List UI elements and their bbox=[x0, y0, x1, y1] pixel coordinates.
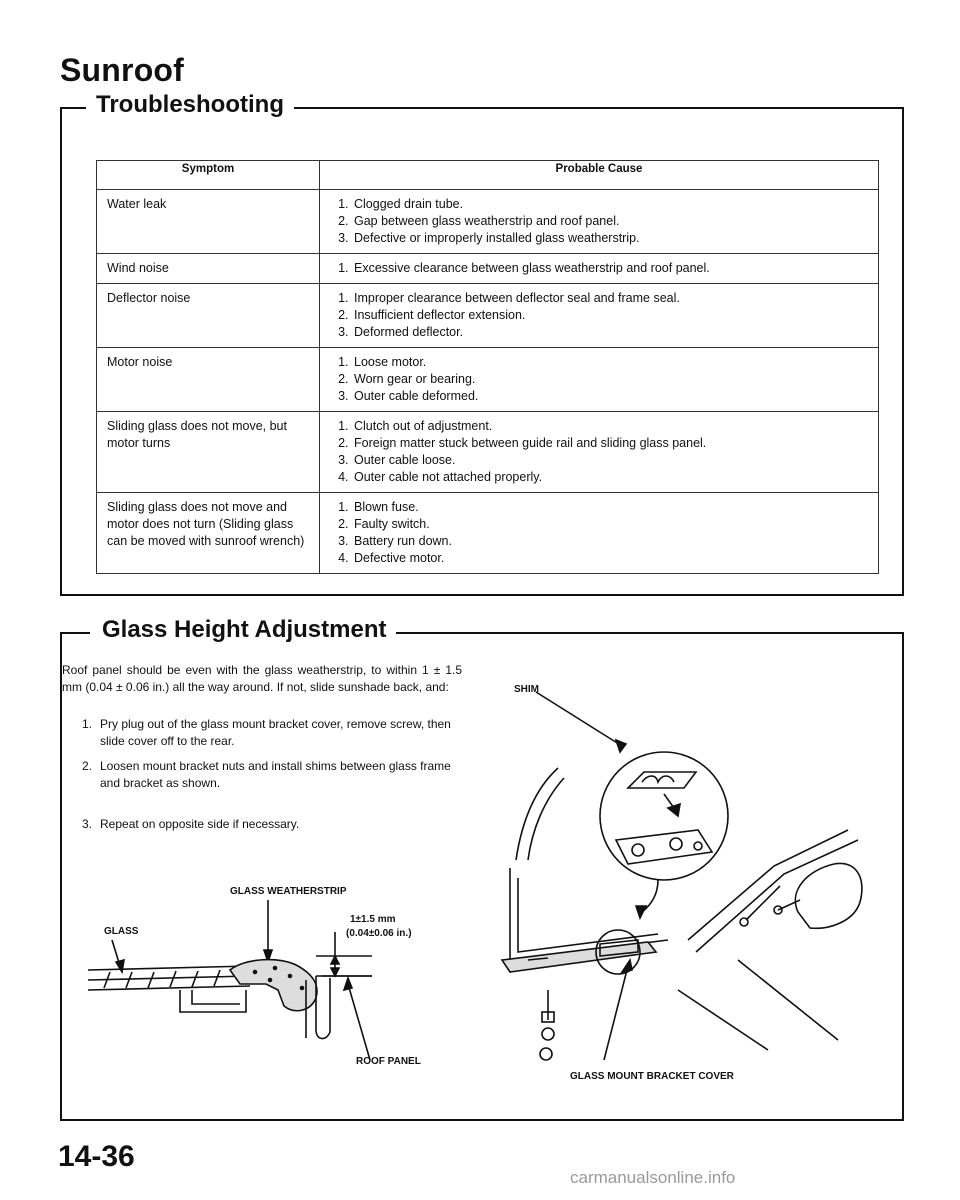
label-shim: SHIM bbox=[514, 684, 539, 695]
troubleshooting-table bbox=[96, 160, 879, 574]
label-tolerance-in: (0.04±0.06 in.) bbox=[346, 928, 412, 939]
cause-item: 2. Faulty switch. bbox=[352, 516, 870, 533]
table-body bbox=[97, 190, 879, 574]
cause-item: 3. Battery run down. bbox=[352, 533, 870, 550]
step-1 bbox=[82, 716, 472, 750]
bracket-cover-illustration bbox=[488, 690, 878, 1070]
cause-list bbox=[332, 418, 870, 486]
label-bracket-cover: GLASS MOUNT BRACKET COVER bbox=[570, 1071, 734, 1082]
page-title: Sunroof bbox=[60, 52, 185, 88]
cause-cell bbox=[320, 254, 879, 284]
table-row bbox=[97, 493, 879, 574]
table-row bbox=[97, 190, 879, 254]
table-row bbox=[97, 254, 879, 284]
cause-item: 2. Worn gear or bearing. bbox=[352, 371, 870, 388]
table-row bbox=[97, 348, 879, 412]
table-row bbox=[97, 412, 879, 493]
cause-item: 1. Clutch out of adjustment. bbox=[352, 418, 870, 435]
cause-item: 3. Defective or improperly installed glass weatherstrip. bbox=[352, 230, 870, 247]
cause-item: 2. Insufficient deflector extension. bbox=[352, 307, 870, 324]
cause-list bbox=[332, 260, 870, 277]
symptom-cell: Wind noise bbox=[97, 254, 320, 284]
cause-item: 2. Gap between glass weatherstrip and roof panel. bbox=[352, 213, 870, 230]
cause-cell bbox=[320, 190, 879, 254]
cause-cell bbox=[320, 412, 879, 493]
cause-cell bbox=[320, 284, 879, 348]
cause-item: 1. Improper clearance between deflector seal and frame seal. bbox=[352, 290, 870, 307]
table-row bbox=[97, 284, 879, 348]
label-tolerance-mm: 1±1.5 mm bbox=[350, 914, 396, 925]
step-text: Pry plug out of the glass mount bracket cover, remove screw, then slide cover off to the rear. bbox=[100, 717, 451, 748]
symptom-cell: Motor noise bbox=[97, 348, 320, 412]
cause-item: 3. Outer cable deformed. bbox=[352, 388, 870, 405]
watermark-text: carmanualsonline.info bbox=[570, 1168, 736, 1187]
section-rule bbox=[60, 632, 90, 634]
symptom-cell: Sliding glass does not move, but motor turns bbox=[97, 412, 320, 493]
cause-item: 3. Deformed deflector. bbox=[352, 324, 870, 341]
cause-list bbox=[332, 354, 870, 405]
section-rule bbox=[368, 632, 902, 634]
symptom-cell: Sliding glass does not move and motor does not turn (Sliding glass can be moved with sunroof wrench) bbox=[97, 493, 320, 574]
cause-list bbox=[332, 196, 870, 247]
step-2 bbox=[82, 758, 472, 792]
step-number: 2. bbox=[82, 759, 93, 773]
cause-list bbox=[332, 499, 870, 567]
cause-item: 1. Loose motor. bbox=[352, 354, 870, 371]
page-number: 14-36 bbox=[58, 1140, 135, 1173]
cause-item: 4. Outer cable not attached properly. bbox=[352, 469, 870, 486]
step-number: 3. bbox=[82, 817, 93, 831]
cause-item: 1. Clogged drain tube. bbox=[352, 196, 870, 213]
label-roof-panel: ROOF PANEL bbox=[356, 1056, 421, 1067]
cause-item: 3. Outer cable loose. bbox=[352, 452, 870, 469]
symptom-cell: Deflector noise bbox=[97, 284, 320, 348]
symptom-cell: Water leak bbox=[97, 190, 320, 254]
column-header-symptom: Symptom bbox=[97, 161, 320, 190]
cause-item: 2. Foreign matter stuck between guide rail and sliding glass panel. bbox=[352, 435, 870, 452]
weatherstrip-section-illustration bbox=[80, 880, 480, 1080]
column-header-cause: Probable Cause bbox=[320, 161, 879, 190]
cause-cell bbox=[320, 493, 879, 574]
troubleshooting-heading: Troubleshooting bbox=[86, 91, 294, 119]
cause-list bbox=[332, 290, 870, 341]
step-number: 1. bbox=[82, 717, 93, 731]
table-header-row bbox=[97, 161, 879, 190]
cause-item: 1. Blown fuse. bbox=[352, 499, 870, 516]
step-3 bbox=[82, 816, 472, 833]
step-text: Loosen mount bracket nuts and install shims between glass frame and bracket as shown. bbox=[100, 759, 451, 790]
step-text: Repeat on opposite side if necessary. bbox=[100, 817, 300, 831]
label-glass: GLASS bbox=[104, 926, 139, 937]
label-glass-weatherstrip: GLASS WEATHERSTRIP bbox=[230, 886, 347, 897]
section-rule bbox=[270, 107, 902, 109]
glass-height-intro: Roof panel should be even with the glass weatherstrip, to within 1 ± 1.5 mm (0.04 ± 0.06 in.) all the way around. If not, slide sunshade back, and: bbox=[62, 663, 462, 694]
glass-height-heading: Glass Height Adjustment bbox=[92, 616, 396, 644]
cause-cell bbox=[320, 348, 879, 412]
cause-item: 1. Excessive clearance between glass weatherstrip and roof panel. bbox=[352, 260, 870, 277]
cause-item: 4. Defective motor. bbox=[352, 550, 870, 567]
